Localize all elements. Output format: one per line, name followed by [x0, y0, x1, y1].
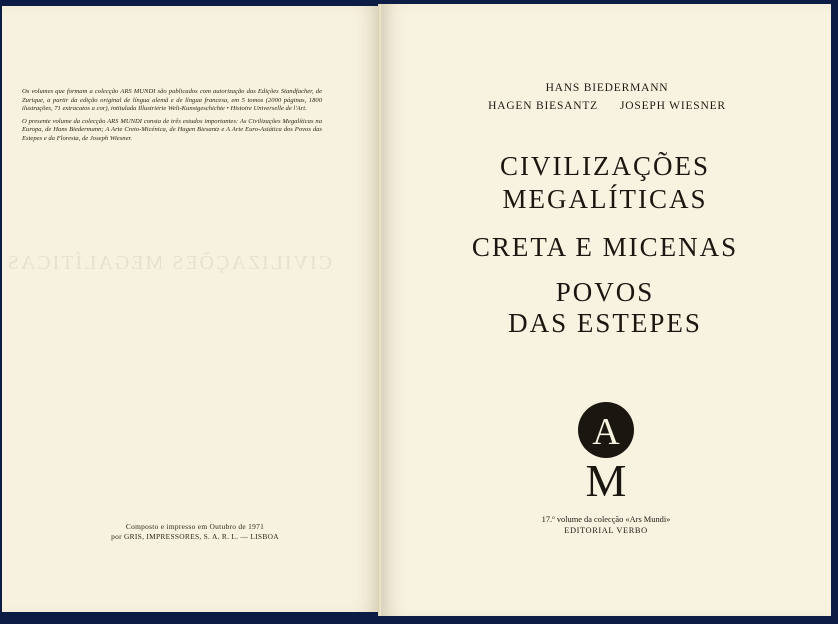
- book-titles: [420, 148, 790, 339]
- left-page: [2, 6, 380, 612]
- title-megalithic: [420, 150, 790, 216]
- title-crete: CRETA E MICENAS: [471, 232, 739, 262]
- title-steppes: [420, 277, 790, 339]
- intro-paragraph-2: O presente volume da colecção ARS MUNDI consta de três estudos importantes: As Civilizações Megalíticas na Europa, de Hans Biedermann; A Arte Creto-Micénica, de Hagen Biesantz e A Arte Euro-Asiática dos Povos das Estepes e da Floresta, de Joseph Wiesner.: [22, 117, 322, 142]
- title-line: DAS ESTEPES: [508, 308, 702, 338]
- am-monogram-icon: [570, 400, 642, 500]
- title-line: POVOS: [555, 277, 655, 307]
- publisher-block: [478, 514, 734, 536]
- intro-paragraph-1: Os volumes que formam a colecção ARS MUNDI são publicados com autorização das Edições Standfacher, de Zurique, a partir da edição original de língua alemã e de língua francesa, em 5 tomos (2000 páginas, 1800 ilustrações, 71 extracatos a cor), intitulada Illustrierte Welt-Kunstgeschichte • Histoire Universelle de l'Art.: [22, 88, 322, 113]
- author-block: [462, 82, 752, 112]
- logo-letter-m: M: [585, 455, 627, 500]
- logo-letter-a: A: [592, 411, 620, 453]
- title-line: CIVILIZAÇÕES: [500, 151, 710, 181]
- colophon-line-2: por GRIS, IMPRESSORES, S. A. R. L. — LISBOA: [111, 532, 279, 541]
- title-line: MEGALÍTICAS: [502, 184, 708, 214]
- author-name: HANS BIEDERMANN: [545, 82, 669, 94]
- showthrough-title: CIVILIZAÇÕES MEGALÍTICAS: [5, 252, 332, 274]
- series-volume: 17.º volume da colecção «Ars Mundi»: [541, 515, 671, 524]
- ars-mundi-logo: [570, 400, 642, 500]
- publisher-name: EDITORIAL VERBO: [564, 526, 648, 535]
- author-name: JOSEPH WIESNER: [620, 100, 726, 112]
- printer-colophon: [90, 522, 300, 542]
- colophon-line-1: Composto e impresso em Outubro de 1971: [125, 522, 265, 531]
- author-name: HAGEN BIESANTZ: [488, 100, 599, 112]
- intro-notes: [22, 88, 322, 148]
